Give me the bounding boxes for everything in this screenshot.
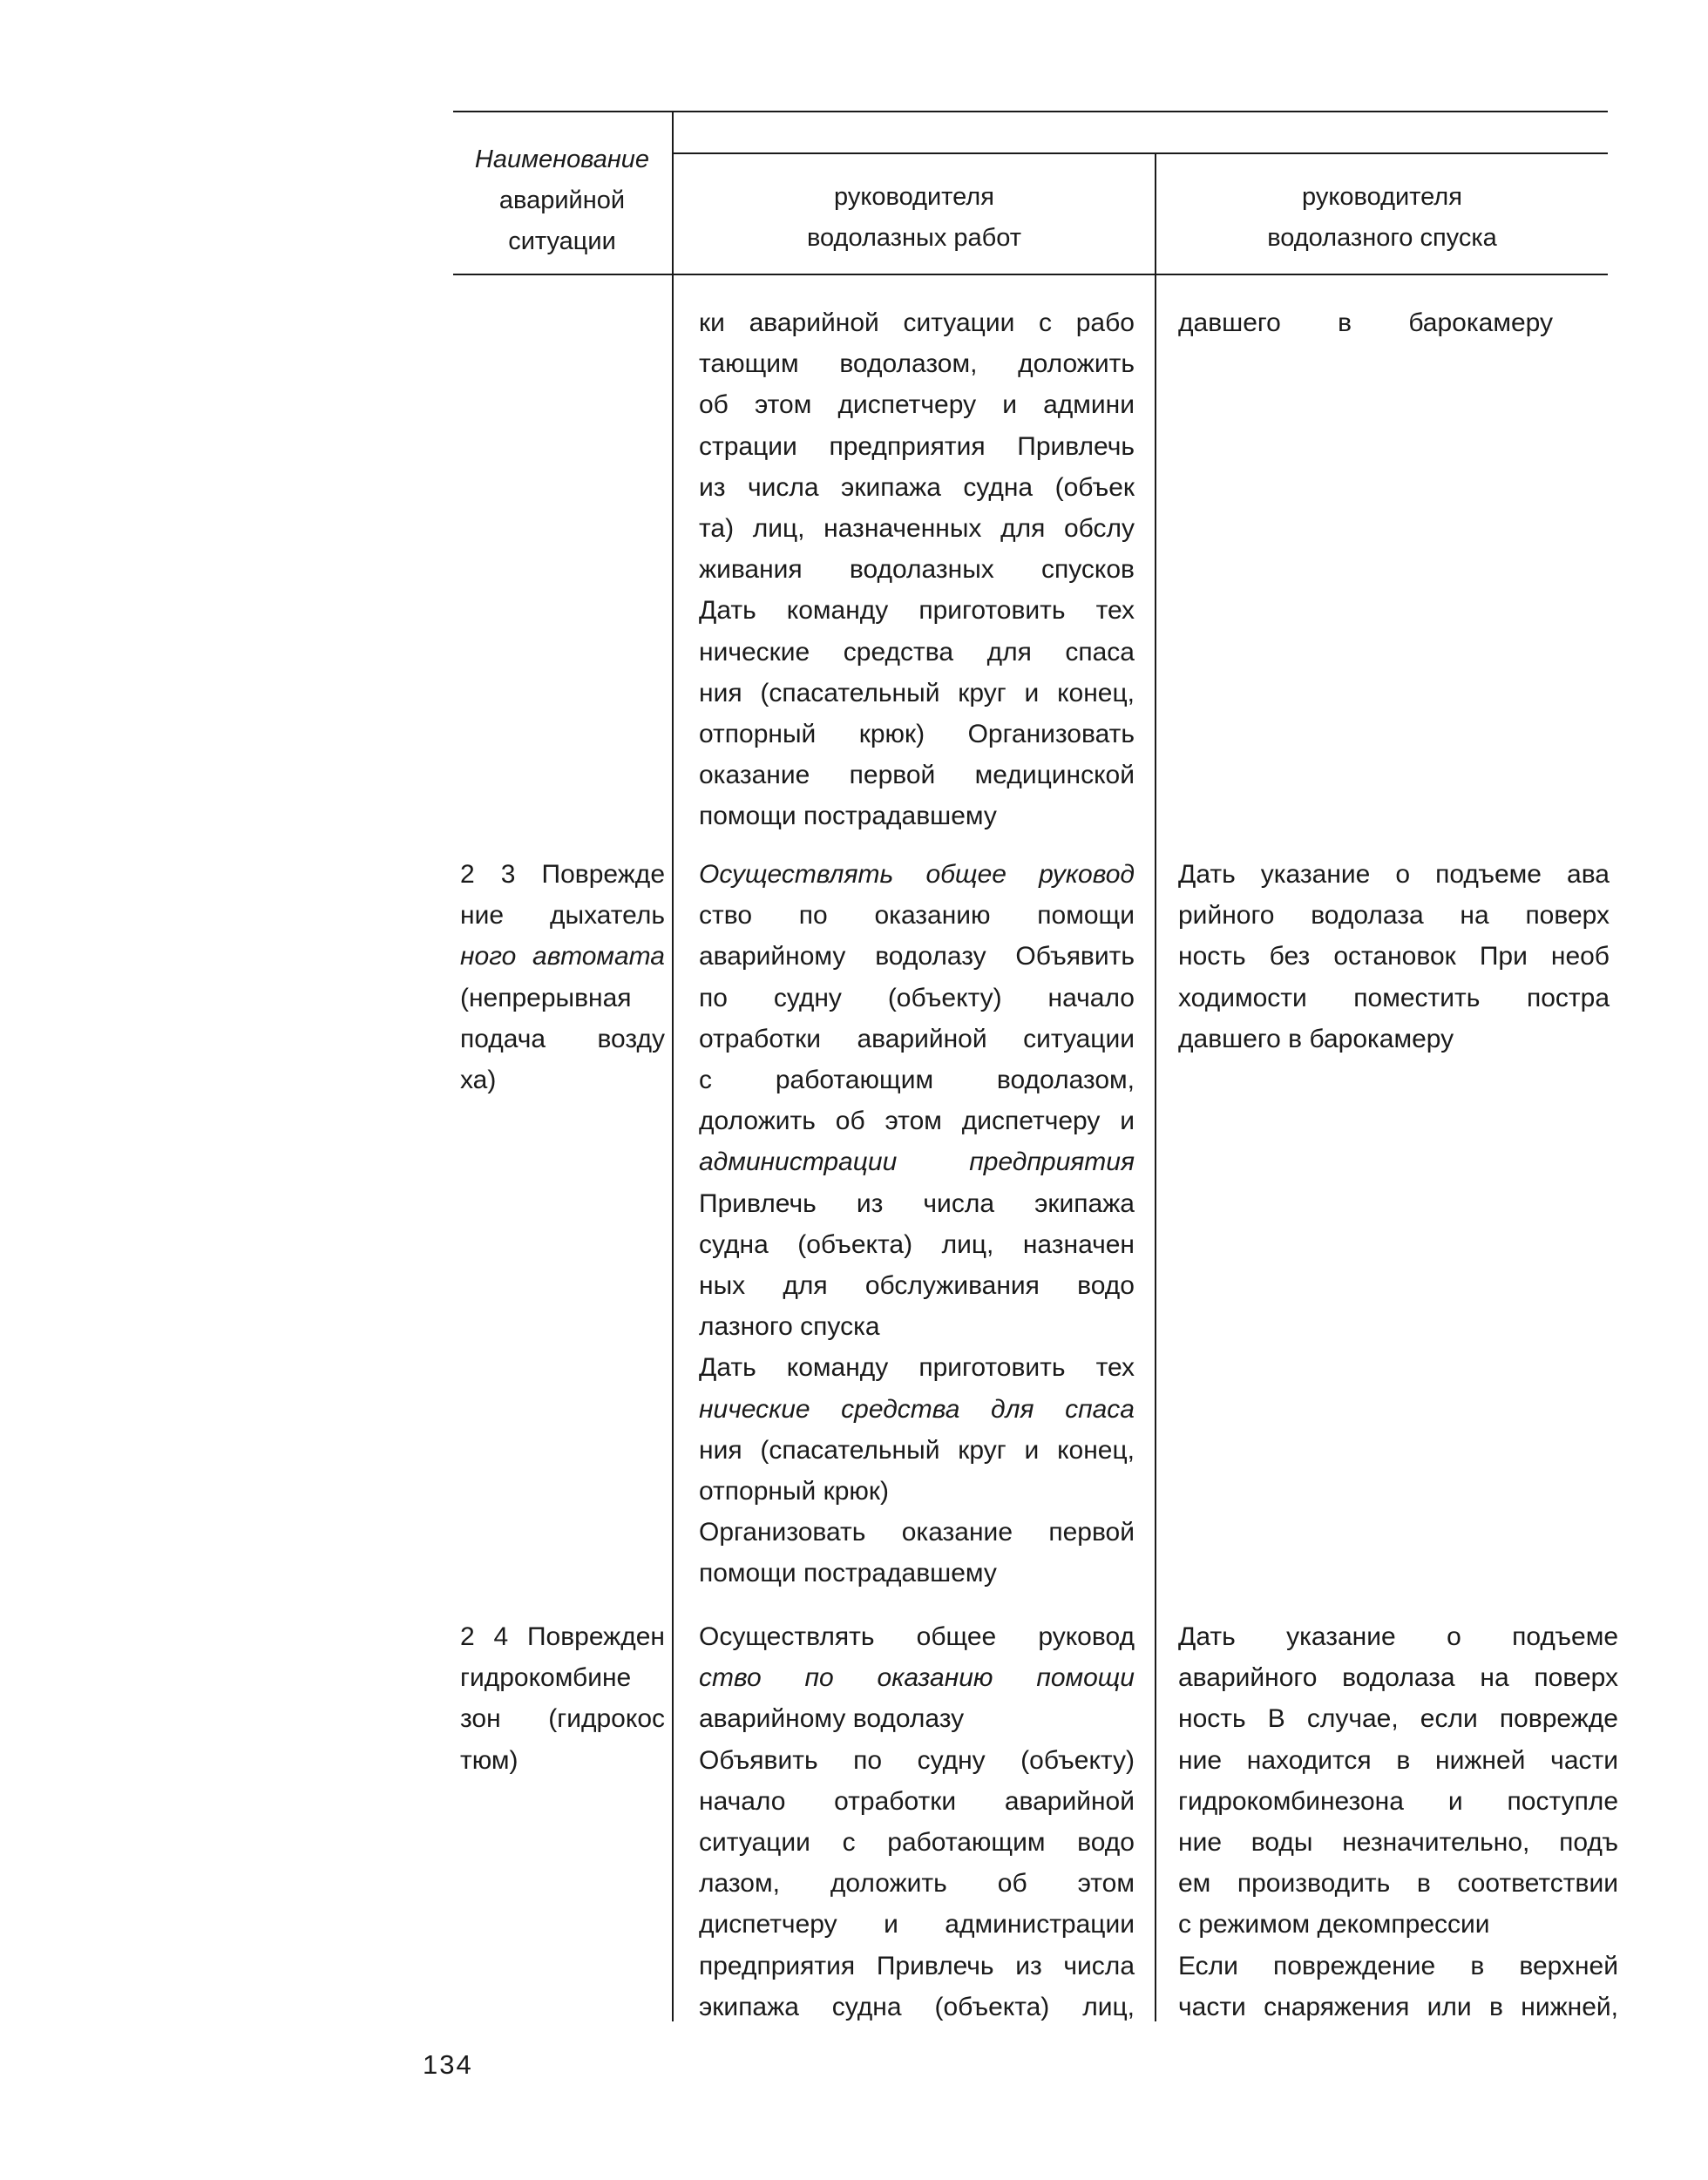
row3-dive-lead: Дать указание о подъеме аварийного водолаза на поверх ность В случае, если поврежде ние находится в нижней части гидрокомбинезона и поступле ние воды незначительно, подъ ем производить в соответствии с режимом декомпрессии Если повреждение в верхней части снаряжения или в нижней, xyxy=(1178,1622,1618,2021)
row1-dive-lead: давшего в барокамеру xyxy=(1178,308,1553,337)
row2-work-lead: Осуществлять общее руковод ство по оказанию помощи аварийному водолазу Объявить по судну (объекту) начало отработки аварийной ситуации с работающим водолазом, доложить об этом диспетчеру и администрации предприятия Привлечь из числа экипажа судна (объекта) лиц, назначен ных для обслуживания водо лазного спуска Дать команду приготовить тех нические средства для спаса ния (спасательный круг и конец, отпорный крюк) Организовать оказание первой помощи пострадавшему xyxy=(699,860,1135,1588)
row3-situation: 2 4 Поврежден гидрокомбине зон (гидрокос тюм) xyxy=(460,1622,665,1775)
row2-situation: 2 3 Поврежде ние дыхатель ного автомата (непрерывная подача возду ха) xyxy=(460,860,665,1095)
header-situation-name: Наименование xyxy=(474,146,650,173)
row1-work-lead: ки аварийной ситуации с рабо тающим водолазом, доложить об этом диспетчеру и админи страции предприятия Привлечь из числа экипажа судна (объек та) лиц, назначенных для обслу живания водолазных спусков Дать команду приготовить тех нические средства для спаса ния (спасательный круг и конец, отпорный крюк) Организовать оказание первой медицинской помощи пострадавшему xyxy=(699,308,1135,831)
header-bottom-rule xyxy=(453,274,1608,275)
page-number: 134 xyxy=(423,2049,473,2080)
column-divider-1 xyxy=(672,111,674,2021)
header-inner-rule xyxy=(673,152,1608,154)
header-situation-name-rest: аварийной ситуации xyxy=(498,186,626,255)
table-top-rule xyxy=(453,111,1608,112)
header-work-lead: руководителя водолазных работ xyxy=(806,183,1022,252)
row2-dive-lead: Дать указание о подъеме ава рийного водолаза на поверх ность без остановок При необ ходимости поместить постра давшего в барокамеру xyxy=(1178,860,1610,1053)
column-divider-2 xyxy=(1155,152,1156,2021)
header-dive-lead: руководителя водолазного спуска xyxy=(1267,183,1497,252)
row3-work-lead: Осуществлять общее руковод ство по оказанию помощи аварийному водолазу Объявить по судну (объекту) начало отработки аварийной ситуации с работающим водо лазом, доложить об этом диспетчеру и администрации предприятия Привлечь из числа экипажа судна (объекта) лиц, xyxy=(699,1622,1135,2021)
